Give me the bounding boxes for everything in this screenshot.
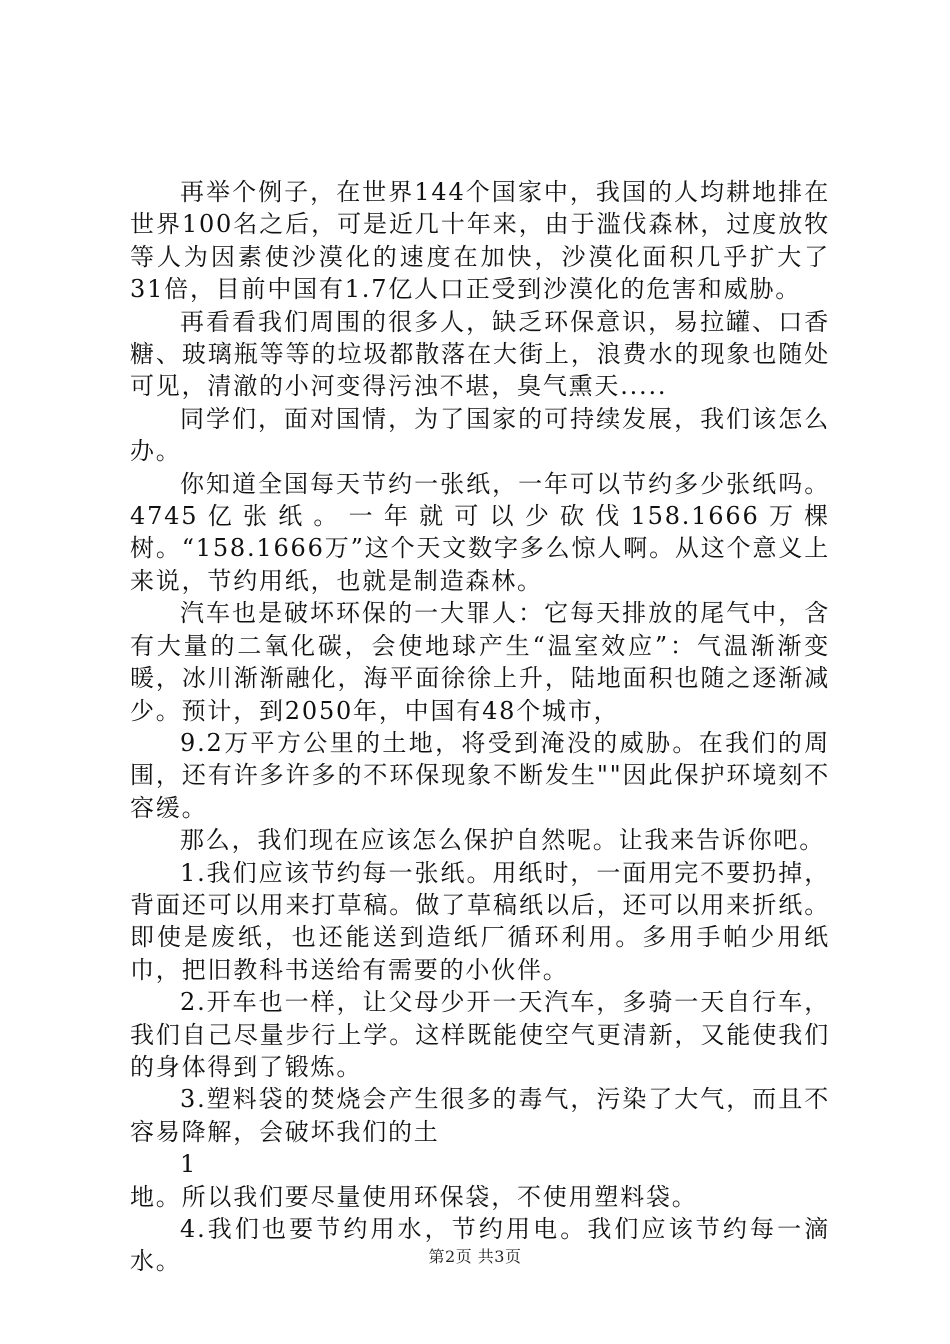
page-footer: 第2页 共3页 bbox=[428, 1247, 522, 1266]
paragraph-item-1-paper: 1.我们应该节约每一张纸。用纸时，一面用完不要扔掉，背面还可以用来打草稿。做了草稿纸以后，还可以用来折纸。即使是废纸，也还能送到造纸厂循环利用。多用手帕少用纸巾，把旧教科书送给有需要的小伙伴。 bbox=[130, 858, 830, 984]
paragraph-saving-paper: 你知道全国每天节约一张纸，一年可以节约多少张纸吗。4745亿张纸。一年就可以少砍伐158.1666万棵树。“158.1666万”这个天文数字多么惊人啊。从这个意义上来说，节约用纸，也就是制造森林。 bbox=[130, 469, 830, 595]
paragraph-item-2-driving: 2.开车也一样，让父母少开一天汽车，多骑一天自行车，我们自己尽量步行上学。这样既能使空气更清新，又能使我们的身体得到了锻炼。 bbox=[130, 988, 830, 1081]
inline-page-number: 1 bbox=[180, 1150, 198, 1179]
paragraph-item-4-water: 4.我们也要节约用水，节约用电。我们应该节约每一滴水。 bbox=[130, 1215, 830, 1276]
paragraph-desertification: 再举个例子，在世界144个国家中，我国的人均耕地排在世界100名之后，可是近几十年来，由于滥伐森林，过度放牧等人为因素使沙漠化的速度在加快，沙漠化面积几乎扩大了31倍，目前中国有1.7亿人口正受到沙漠化的危害和威胁。 bbox=[130, 178, 830, 304]
paragraph-what-to-do: 同学们，面对国情，为了国家的可持续发展，我们该怎么办。 bbox=[130, 404, 830, 466]
paragraph-environmental-awareness: 再看看我们周围的很多人，缺乏环保意识，易拉罐、口香糖、玻璃瓶等等的垃圾都散落在大街上，浪费水的现象也随处可见，清澈的小河变得污浊不堪，臭气熏天..... bbox=[130, 307, 830, 401]
document-body bbox=[130, 176, 830, 1278]
paragraph-how-to-protect: 那么，我们现在应该怎么保护自然呢。让我来告诉你吧。 bbox=[180, 826, 825, 855]
paragraph-item-3-plastic-bags: 3.塑料袋的焚烧会产生很多的毒气，污染了大气，而且不容易降解，会破坏我们的土 bbox=[130, 1085, 830, 1146]
paragraph-item-3-continued: 地。所以我们要尽量使用环保袋，不使用塑料袋。 bbox=[130, 1182, 698, 1211]
paragraph-car-emissions: 汽车也是破坏环保的一大罪人：它每天排放的尾气中，含有大量的二氧化碳，会使地球产生“温室效应”：气温渐渐变暖，冰川渐渐融化，海平面徐徐上升，陆地面积也随之逐渐减少。预计，到2050年，中国有48个城市， bbox=[130, 599, 830, 725]
paragraph-land-threat: 9.2万平方公里的土地，将受到淹没的威胁。在我们的周围，还有许多许多的不环保现象不断发生""因此保护环境刻不容缓。 bbox=[130, 728, 830, 822]
